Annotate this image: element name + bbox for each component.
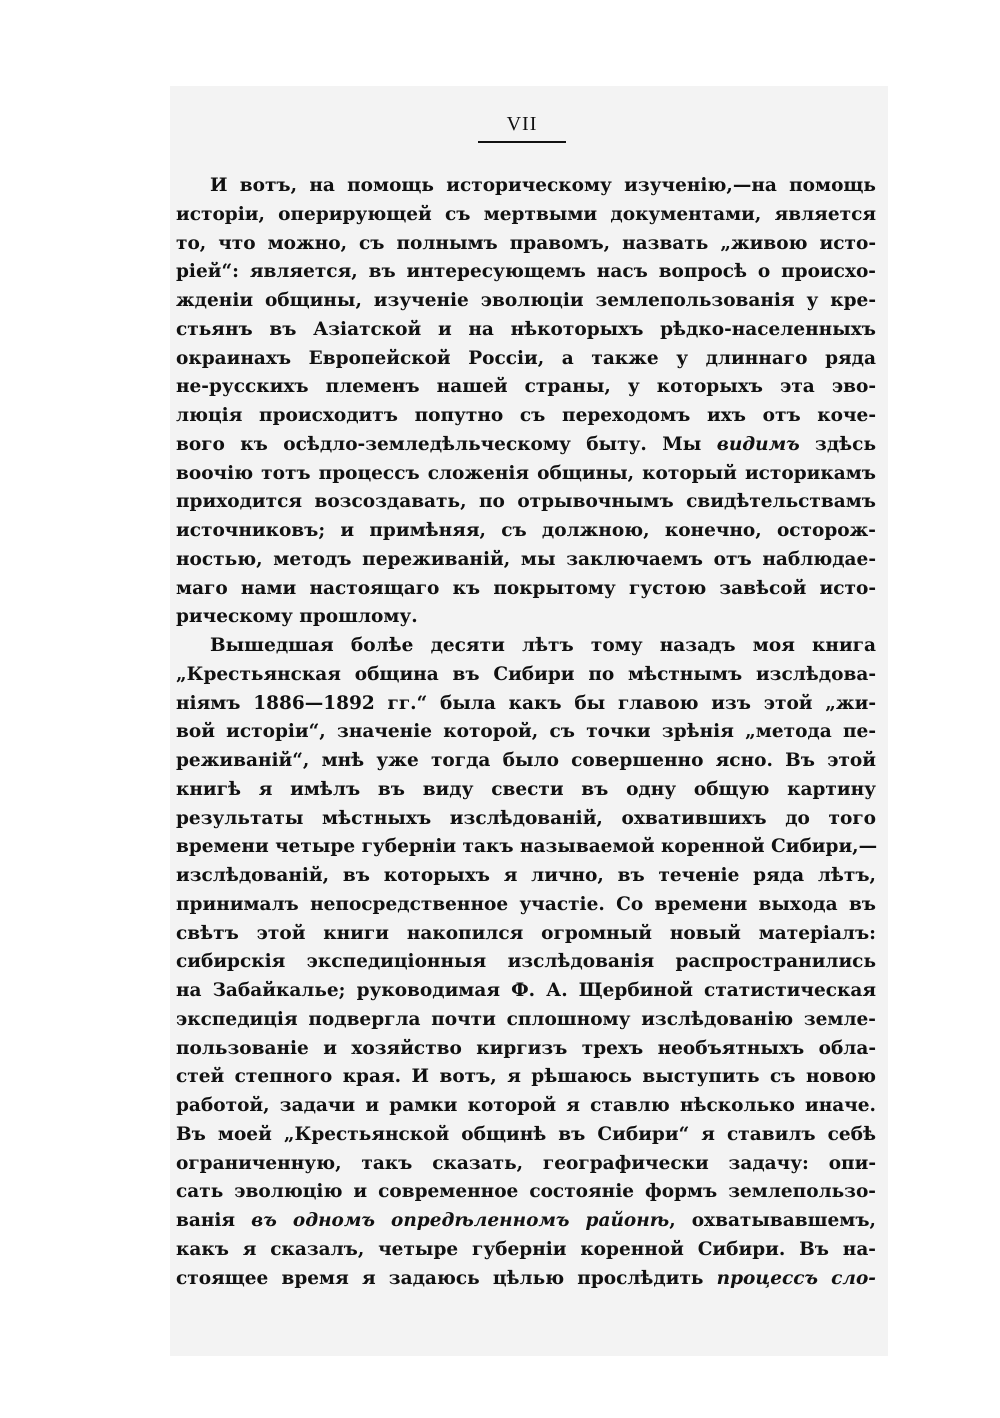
text-line: источниковъ; и примѣняя, съ должною, конечно, осторож- <box>176 520 876 541</box>
text-line: то, что можно, съ полнымъ правомъ, назвать „живою исто- <box>176 232 876 254</box>
text-line: пользованіе и хозяйство киргизъ трехъ необъятныхъ обла- <box>176 1037 876 1059</box>
text-line: ніямъ 1886—1892 гг.“ была какъ бы главою изъ этой „жи- <box>176 692 876 714</box>
text-line: рическому прошлому. <box>176 606 418 628</box>
text-line: ностью, методъ переживаній, мы заключаемъ отъ наблюдае- <box>176 548 876 570</box>
text-line: сать эволюцію и современное состояніе формъ землепользо- <box>176 1181 876 1203</box>
text-line: стей степного края. И вотъ, я рѣшаюсь выступить съ новою <box>176 1066 876 1088</box>
text-line: работой, задачи и рамки которой я ставлю нѣсколько иначе. <box>176 1095 876 1116</box>
text-line: исторіи, оперирующей съ мертвыми документами, является <box>176 203 876 225</box>
text-line: И вотъ, на помощь историческому изученію,—на помощь <box>210 175 876 196</box>
page-number: VII <box>506 113 538 135</box>
text-line: приходится возсоздавать, по отрывочнымъ свидѣтельствамъ <box>176 491 876 513</box>
text-span: ванія <box>176 1210 252 1231</box>
text-span: стоящее время я задаюсь цѣлью прослѣдить <box>176 1267 717 1289</box>
italic-span: въ одномъ опредѣленномъ районѣ <box>251 1210 670 1231</box>
text-span: , охватывавшемъ, <box>669 1210 876 1231</box>
text-line: какъ я сказалъ, четыре губерніи коренной Сибири. Въ на- <box>176 1238 876 1260</box>
text-line: времени четыре губерніи такъ называемой коренной Сибири,— <box>176 836 878 858</box>
text-line: сибирскія экспедиціонныя изслѣдованія распространились <box>176 951 876 973</box>
text-span: вого къ осѣдло-земледѣльческому быту. Мы <box>176 433 717 455</box>
text-line: Въ моей „Крестьянской общинѣ въ Сибири“ я ставилъ себѣ <box>176 1123 876 1145</box>
text-line: экспедиція подвергла почти сплошному изслѣдованію земле- <box>176 1008 876 1030</box>
text-line <box>176 1207 876 1235</box>
text-line: результаты мѣстныхъ изслѣдованій, охватившихъ до того <box>176 807 876 829</box>
text-line: изслѣдованій, въ которыхъ я лично, въ теченіе ряда лѣтъ, <box>176 865 876 886</box>
text-line: Вышедшая болѣе десяти лѣтъ тому назадъ моя книга <box>210 635 876 656</box>
text-line: воочію тотъ процессъ сложенія общины, который историкамъ <box>176 462 876 484</box>
text-line: окраинахъ Европейской Россіи, а также у длиннаго ряда <box>176 347 876 369</box>
text-line <box>176 1265 876 1293</box>
text-span: здѣсь <box>799 433 877 455</box>
text-line: книгѣ я имѣлъ въ виду свести въ одну общую картину <box>176 778 876 800</box>
text-line: стьянъ въ Азіатской и на нѣкоторыхъ рѣдко-населенныхъ <box>176 318 876 340</box>
italic-span: процессъ сло- <box>716 1267 876 1289</box>
text-line: не-русскихъ племенъ нашей страны, у которыхъ эта эво- <box>176 376 876 398</box>
text-line: жденіи общины, изученіе эволюціи землепользованія у кре- <box>176 290 876 311</box>
text-line: реживаній“, мнѣ уже тогда было совершенно ясно. Въ этой <box>176 750 876 771</box>
text-line: ріей“: является, въ интересующемъ насъ вопросѣ о происхо- <box>176 261 876 283</box>
text-line <box>176 431 876 459</box>
text-line: маго нами настоящаго къ покрытому густою завѣсой исто- <box>176 577 876 599</box>
text-line: на Забайкалье; руководимая Ф. А. Щербиной статистическая <box>176 980 876 1001</box>
italic-span: видимъ <box>716 433 800 455</box>
text-line: свѣтъ этой книги накопился огромный новый матеріалъ: <box>176 922 876 944</box>
header-rule <box>478 141 566 143</box>
text-line: „Крестьянская община въ Сибири по мѣстнымъ изслѣдова- <box>176 663 876 685</box>
text-line: принималъ непосредственное участіе. Со времени выхода въ <box>176 893 876 915</box>
text-line: люція происходитъ попутно съ переходомъ ихъ отъ коче- <box>176 405 876 426</box>
text-line: ограниченную, такъ сказать, географически задачу: опи- <box>176 1152 876 1174</box>
text-line: вой исторіи“, значеніе которой, съ точки зрѣнія „метода пе- <box>176 721 876 743</box>
